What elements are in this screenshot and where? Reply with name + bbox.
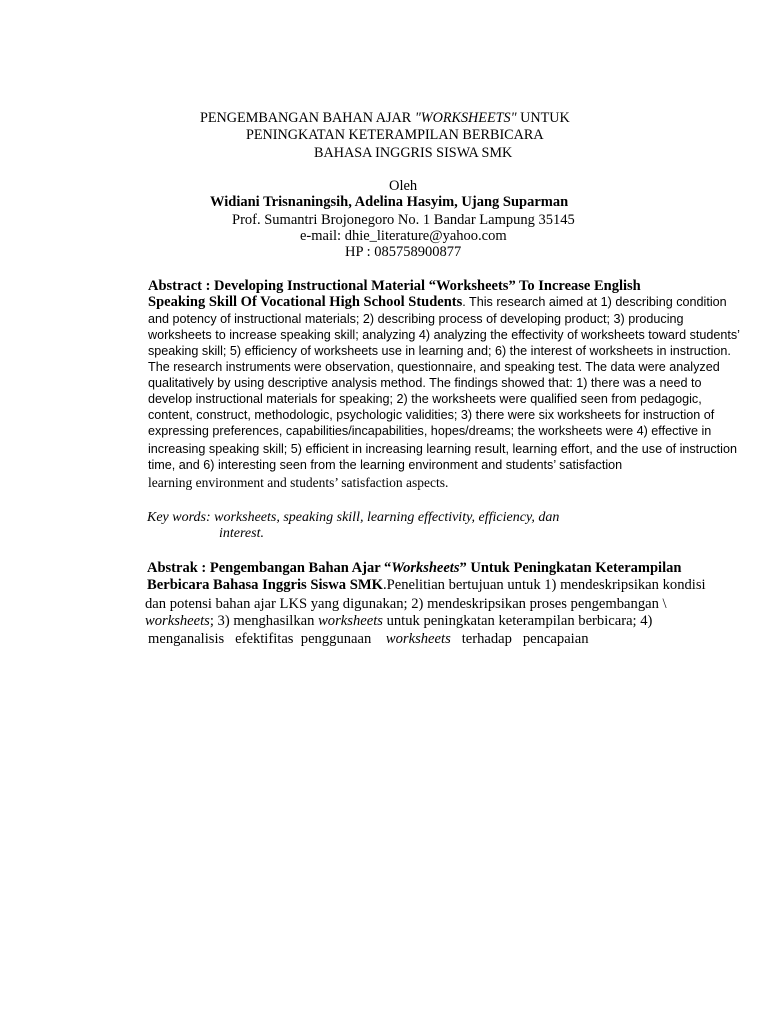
abstrak-heading-1 (147, 560, 681, 576)
phone: HP : 085758900877 (345, 244, 462, 260)
abstract-line-3: and potency of instructional materials; 2) describing process of developing product; 3) producing (148, 312, 684, 326)
abstract-line-7: qualitatively by using descriptive analysis method. The findings showed that: 1) there was a need to (148, 376, 702, 390)
abstrak-line-3: dan potensi bahan ajar LKS yang digunakan; 2) mendeskripsikan proses pengembangan \ (145, 596, 667, 612)
abstrak-worksheets-3: worksheets (385, 631, 451, 647)
abstrak-line-2 (147, 577, 706, 593)
abstrak-line-5 (148, 631, 589, 647)
title-line-1 (200, 110, 570, 126)
abstrak-line-4-post: untuk peningkatan keterampilan berbicara; 4) (382, 613, 653, 629)
abstract-heading-1: Abstract : Developing Instructional Material “Worksheets” To Increase English (148, 278, 641, 294)
abstract-line-4: worksheets to increase speaking skill; analyzing 4) analyzing the effectivity of worksheets toward students’ (148, 328, 740, 342)
title-line-1-text: PENGEMBANGAN BAHAN AJAR (200, 110, 415, 126)
abstrak-line-5-post: terhadap pencapaian (450, 631, 589, 647)
keywords-line-2: interest. (219, 526, 264, 541)
abstrak-line-4 (145, 613, 652, 629)
abstract-line-6: The research instruments were observation, questionnaire, and speaking test. The data were analyzed (148, 360, 720, 374)
address: Prof. Sumantri Brojonegoro No. 1 Bandar Lampung 35145 (232, 212, 575, 228)
abstrak-line-4-mid: ; 3) menghasilkan (209, 613, 319, 629)
abstrak-worksheets-2: worksheets (318, 613, 383, 629)
abstract-line-2 (148, 294, 727, 310)
title-line-3: BAHASA INGGRIS SISWA SMK (314, 145, 513, 161)
abstract-line-9: content, construct, methodologic, psychologic validities; 3) there were six worksheets for instruction of (148, 408, 715, 422)
abstrak-line-5-pre: menganalisis efektifitas penggunaan (148, 631, 386, 647)
abstract-line-5: speaking skill; 5) efficiency of worksheets use in learning and; 6) the interest of worksheets in instruction. (148, 344, 731, 358)
title-worksheets: "WORKSHEETS" (414, 110, 517, 126)
authors: Widiani Trisnaningsih, Adelina Hasyim, Ujang Suparman (210, 194, 569, 210)
title-line-2: PENINGKATAN KETERAMPILAN BERBICARA (246, 127, 544, 143)
abstract-line-13: learning environment and students’ satisfaction aspects. (148, 475, 449, 490)
email: e-mail: dhie_literature@yahoo.com (300, 228, 507, 244)
abstrak-heading-1-post: ” Untuk Peningkatan Keterampilan (459, 560, 682, 576)
keywords-line-1: Key words: worksheets, speaking skill, learning effectivity, efficiency, dan (147, 510, 560, 525)
abstrak-line-2-rest: .Penelitian bertujuan untuk 1) mendeskripsikan kondisi (382, 577, 706, 593)
abstrak-heading-2: Berbicara Bahasa Inggris Siswa SMK (147, 577, 383, 593)
abstrak-worksheets-1: worksheets (145, 613, 210, 629)
abstract-line-12: time, and 6) interesting seen from the learning environment and students’ satisfaction (148, 458, 623, 472)
abstrak-heading-1-pre: Abstrak : Pengembangan Bahan Ajar “ (147, 560, 392, 576)
byline-oleh: Oleh (389, 178, 418, 194)
abstract-line-2-rest: . This research aimed at 1) describing condition (462, 295, 727, 309)
abstrak-heading-worksheets: Worksheets (391, 560, 460, 576)
abstract-line-10: expressing preferences, capabilities/incapabilities, hopes/dreams; the worksheets were 4) effective in (148, 424, 712, 438)
abstract-line-11: increasing speaking skill; 5) efficient in increasing learning result, learning effort, and the use of instruction (148, 442, 737, 456)
abstract-line-8: develop instructional materials for speaking; 2) the worksheets were qualified seen from pedagogic, (148, 392, 702, 406)
abstract-heading-2: Speaking Skill Of Vocational High School Students (148, 294, 463, 310)
title-line-1-end: UNTUK (516, 110, 570, 126)
